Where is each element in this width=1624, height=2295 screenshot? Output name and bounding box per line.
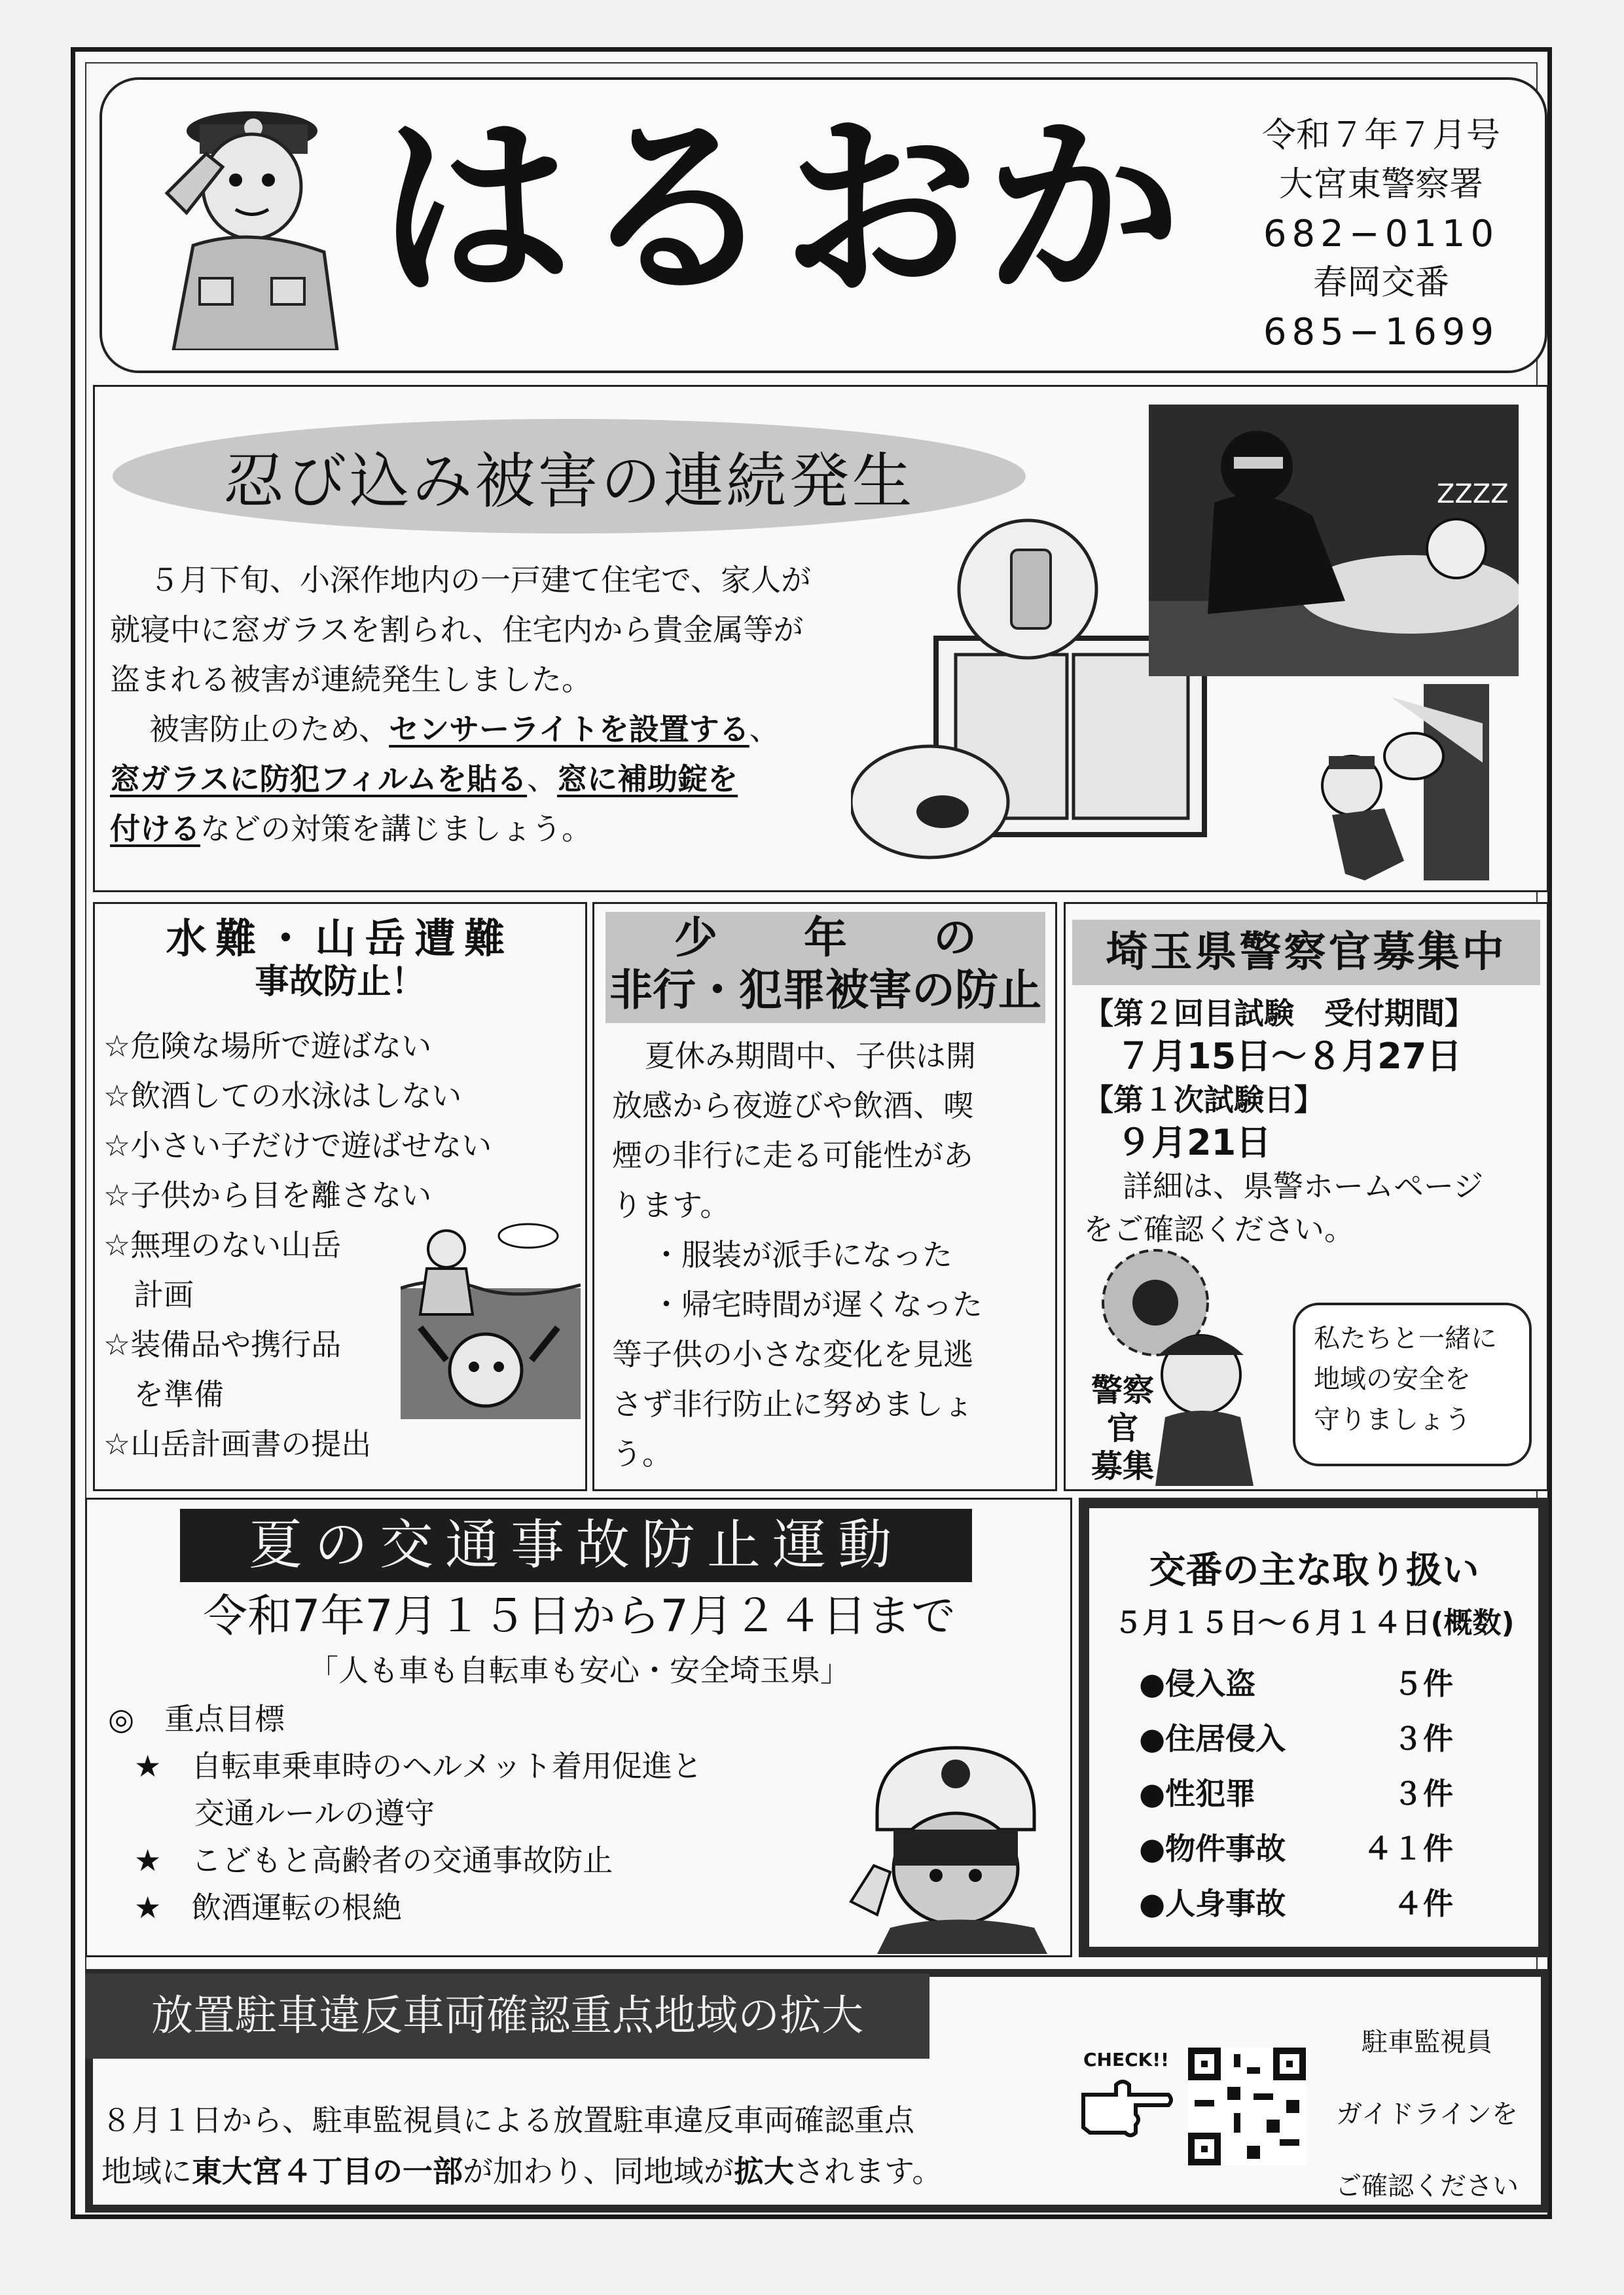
stats-value: ４件 bbox=[1393, 1886, 1453, 1921]
youth-line: 煙の非行に走る可能性があ bbox=[612, 1138, 973, 1173]
parking-text: が加わり、同地域が bbox=[463, 2154, 734, 2189]
water-item: ☆子供から目を離さない bbox=[103, 1178, 432, 1213]
youth-line: ・服装が派手になった bbox=[651, 1237, 952, 1273]
stats-label: ●住居侵入 bbox=[1139, 1721, 1286, 1756]
stats-row bbox=[1139, 1821, 1492, 1876]
burglary-p1-l1: ５月下旬、小深作地内の一戸建て住宅で、家人が bbox=[149, 562, 812, 598]
water-item: を準備 bbox=[103, 1377, 224, 1412]
parking-guideline-note bbox=[1322, 2006, 1532, 2222]
stats-value: ４１件 bbox=[1363, 1831, 1453, 1866]
water-item: ☆危険な場所で遊ばない bbox=[103, 1028, 432, 1064]
water-mountain-title-line2: 事故防止！ bbox=[255, 962, 425, 1002]
stats-value: ５件 bbox=[1393, 1666, 1453, 1701]
recruit-badge-line1: 警察官 bbox=[1091, 1372, 1154, 1447]
youth-line: ります。 bbox=[612, 1187, 731, 1223]
youth-line: 放感から夜遊びや飲酒、喫 bbox=[612, 1088, 973, 1123]
check-label: CHECK!! bbox=[1083, 2049, 1169, 2070]
stats-period: ５月１５日～６月１４日(概数) bbox=[1113, 1606, 1515, 1640]
guideline-line: ご確認ください bbox=[1335, 2171, 1519, 2201]
police-station-name: 大宮東警察署 bbox=[1278, 165, 1483, 204]
stats-label: ●人身事故 bbox=[1139, 1886, 1286, 1921]
traffic-slogan: 「人も車も自転車も安心・安全埼玉県」 bbox=[308, 1653, 850, 1688]
koban-phone: 685−1699 bbox=[1263, 311, 1500, 353]
water-item: ☆小さい子だけで遊ばせない bbox=[103, 1128, 492, 1163]
stats-row bbox=[1139, 1766, 1492, 1821]
traffic-dates: 令和7年7月１５日から7月２４日まで bbox=[203, 1591, 956, 1642]
stats-value: ３件 bbox=[1393, 1721, 1453, 1756]
burglary-p2-l1 bbox=[110, 704, 961, 754]
recruit-exam-date: ９月21日 bbox=[1116, 1122, 1272, 1163]
parking-body bbox=[101, 2095, 942, 2197]
youth-line: 夏休み期間中、子供は開 bbox=[645, 1038, 976, 1074]
newsletter-title: はるおか bbox=[376, 95, 1188, 323]
traffic-officer-illustration bbox=[838, 1735, 1060, 1954]
youth-body bbox=[612, 1031, 983, 1479]
burglary-body bbox=[110, 555, 961, 854]
parking-title: 放置駐車違反車両確認重点地域の拡大 bbox=[85, 1974, 929, 2059]
burglary-title bbox=[113, 419, 1026, 533]
water-item: ☆装備品や携行品 bbox=[103, 1327, 342, 1362]
guideline-line: ガイドラインを bbox=[1336, 2099, 1518, 2129]
tip-sensor-light: センサーライトを設置する bbox=[389, 712, 749, 747]
traffic-title: 夏の交通事故防止運動 bbox=[180, 1509, 972, 1582]
traffic-goal: ★ 飲酒運転の根絶 bbox=[134, 1890, 403, 1925]
burglary-p1-l3: 盗まれる被害が連続発生しました。 bbox=[110, 662, 592, 697]
police-officer-salute-illustration bbox=[134, 88, 360, 350]
water-item: ☆山岳計画書の提出 bbox=[103, 1426, 372, 1462]
parking-line1: ８月１日から、駐車監視員による放置駐車違反車両確認重点 bbox=[101, 2103, 914, 2138]
bubble-line: 守りましょう bbox=[1314, 1405, 1471, 1435]
water-mountain-title bbox=[99, 915, 581, 1002]
recruit-body bbox=[1083, 992, 1483, 1251]
koban-name: 春岡交番 bbox=[1312, 263, 1449, 302]
stats-value: ３件 bbox=[1393, 1776, 1453, 1811]
burglary-title-text: 忍び込み被害の連続発生 bbox=[223, 446, 915, 516]
recruit-label-exam: 【第１次試験日】 bbox=[1083, 1082, 1324, 1117]
burglary-p2-end: などの対策を講じましょう。 bbox=[200, 811, 592, 846]
parking-text: されます。 bbox=[794, 2154, 943, 2189]
issue-date: 令和７年７月号 bbox=[1261, 116, 1500, 155]
burglary-p2-comma2: 、 bbox=[527, 761, 558, 797]
youth-title-line1: 少 年 の bbox=[674, 913, 977, 963]
water-item: 計画 bbox=[103, 1277, 194, 1312]
bubble-line: 私たちと一緒に bbox=[1314, 1324, 1497, 1354]
burglar-night-illustration bbox=[1149, 405, 1519, 676]
youth-title-line2: 非行・犯罪被害の防止 bbox=[609, 965, 1041, 1015]
tip-auxiliary-lock: 窓に補助錠を bbox=[557, 761, 738, 797]
stats-table bbox=[1139, 1656, 1492, 1931]
stats-row bbox=[1139, 1711, 1492, 1766]
burglary-p2-pre: 被害防止のため、 bbox=[149, 712, 389, 747]
traffic-goals bbox=[108, 1695, 702, 1931]
parking-area: 東大宮４丁目の一部 bbox=[192, 2154, 463, 2189]
burglary-p2-comma: 、 bbox=[749, 712, 780, 747]
youth-title bbox=[605, 912, 1045, 1023]
recruit-details: 詳細は、県警ホームページ bbox=[1123, 1168, 1484, 1204]
traffic-goal: ★ 自転車乗車時のヘルメット着用促進と bbox=[134, 1748, 702, 1784]
stats-row bbox=[1139, 1656, 1492, 1711]
recruit-badge-line2: 募集 bbox=[1091, 1448, 1154, 1485]
burglary-p1-l2: 就寝中に窓ガラスを割られ、住宅内から貴金属等が bbox=[110, 612, 804, 647]
qr-code[interactable] bbox=[1188, 2048, 1306, 2165]
stats-row bbox=[1139, 1876, 1492, 1931]
pointing-hand-icon bbox=[1077, 2075, 1175, 2147]
tip-security-film: 窓ガラスに防犯フィルムを貼る bbox=[110, 761, 528, 797]
header-contact bbox=[1237, 111, 1525, 357]
bubble-line: 地域の安全を bbox=[1314, 1364, 1471, 1394]
stats-label: ●性犯罪 bbox=[1139, 1776, 1256, 1811]
parking-expand: 拡大 bbox=[734, 2154, 794, 2189]
recruit-details-2: をご確認ください。 bbox=[1083, 1212, 1354, 1247]
youth-line: う。 bbox=[612, 1436, 672, 1472]
parking-text: 地域に bbox=[101, 2154, 192, 2189]
recruit-speech-bubble bbox=[1293, 1303, 1532, 1466]
water-mountain-title-line1: 水難・山岳遭難 bbox=[166, 914, 514, 962]
youth-line: さず非行防止に努めましょ bbox=[612, 1386, 973, 1422]
water-accident-illustration bbox=[401, 1223, 581, 1419]
tip-attach: 付ける bbox=[110, 811, 200, 846]
stats-title: 交番の主な取り扱い bbox=[1149, 1549, 1479, 1592]
stats-label: ●侵入盗 bbox=[1139, 1666, 1256, 1701]
burglary-p2-l2 bbox=[110, 754, 961, 804]
fleeing-burglar-illustration bbox=[1293, 684, 1489, 887]
traffic-goal-heading: ◎ 重点目標 bbox=[108, 1701, 285, 1737]
burglary-p2-l3 bbox=[110, 804, 961, 854]
water-item: ☆無理のない山岳 bbox=[103, 1227, 342, 1263]
recruit-label-application: 【第２回目試験 受付期間】 bbox=[1083, 996, 1475, 1031]
recruit-title: 埼玉県警察官募集中 bbox=[1072, 920, 1540, 985]
stats-label: ●物件事故 bbox=[1139, 1831, 1286, 1866]
police-station-phone: 682−0110 bbox=[1263, 213, 1500, 255]
parking-line2 bbox=[101, 2146, 942, 2197]
youth-line: ・帰宅時間が遅くなった bbox=[651, 1287, 983, 1322]
guideline-line: 駐車監視員 bbox=[1362, 2027, 1492, 2057]
recruit-application-period: ７月15日～８月27日 bbox=[1116, 1036, 1462, 1077]
youth-line: 等子供の小さな変化を見逃 bbox=[612, 1337, 973, 1372]
traffic-goal: ★ こどもと高齢者の交通事故防止 bbox=[134, 1843, 613, 1878]
traffic-goal: 交通ルールの遵守 bbox=[134, 1796, 435, 1831]
recruit-badge bbox=[1077, 1371, 1168, 1485]
water-item: ☆飲酒しての水泳はしない bbox=[103, 1078, 462, 1113]
sleeping-zzz: ZZZZ bbox=[1437, 479, 1509, 509]
